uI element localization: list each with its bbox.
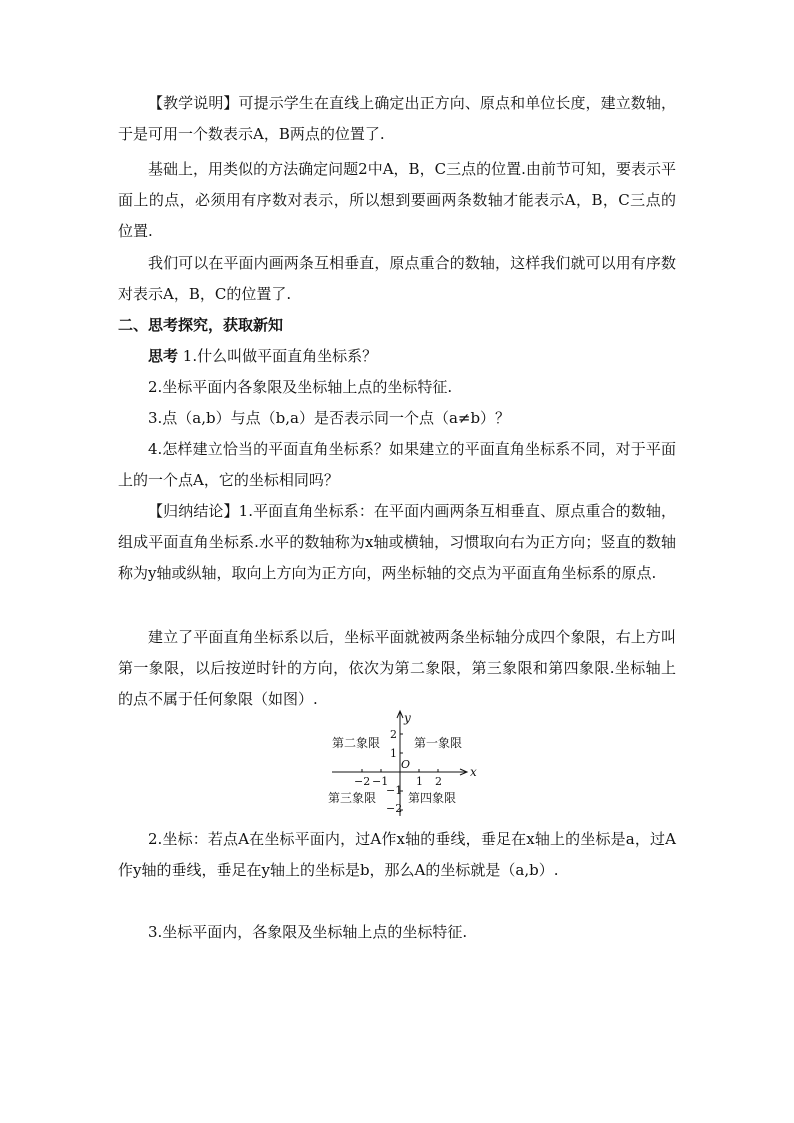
quadrant-4-label: 第四象限 [408, 791, 457, 805]
coordinate-definition-paragraph: 2.坐标：若点A在坐标平面内，过A作x轴的垂线，垂足在x轴上的坐标是a，过A作y轴的垂线，垂足在y轴上的坐标是b，那么A的坐标就是（a,b）. [118, 830, 676, 879]
question-1 [118, 341, 676, 372]
item-3-paragraph: 3.坐标平面内，各象限及坐标轴上点的坐标特征. [148, 923, 468, 941]
y-axis-label: y [404, 711, 411, 725]
question-1-text: 1.什么叫做平面直角坐标系？ [182, 347, 378, 365]
y-tick-label: 2 [390, 728, 397, 741]
question-2: 2.坐标平面内各象限及坐标轴上点的坐标特征. [148, 378, 453, 396]
quadrant-3-label: 第三象限 [328, 791, 377, 805]
question-4: 4.怎样建立恰当的平面直角坐标系？如果建立的平面直角坐标系不同，对于平面上的一个点A，它的坐标相同吗？ [118, 440, 676, 489]
conclusion-paragraph [118, 496, 676, 589]
origin-label: O [401, 758, 411, 771]
teaching-note-paragraph [118, 88, 676, 150]
teaching-note-tag: 【教学说明】 [148, 94, 239, 112]
x-tick-label: −2 [354, 775, 371, 788]
method-paragraph: 基础上，用类似的方法确定问题2中A，B，C三点的位置.由前节可知，要表示平面上的点，必须用有序数对表示，所以想到要画两条数轴才能表示A，B，C三点的位置. [118, 160, 676, 240]
conclusion-text: 1.平面直角坐标系：在平面内画两条互相垂直、原点重合的数轴，组成平面直角坐标系.水平的数轴称为x轴或横轴，习惯取向右为正方向；竖直的数轴称为y轴或纵轴，取向上方向为正方向，两坐标轴的交点为平面直角坐标系的原点. [118, 502, 676, 582]
y-tick-label: 1 [390, 747, 397, 760]
quadrant-2-label: 第二象限 [332, 736, 381, 750]
x-axis-label: x [470, 765, 477, 779]
x-tick-label: 1 [416, 775, 423, 788]
coordinate-plane-figure [320, 708, 480, 820]
teaching-note-text: 可提示学生在直线上确定出正方向、原点和单位长度，建立数轴，于是可用一个数表示A，B两点的位置了. [118, 94, 676, 143]
x-tick-label: 2 [435, 775, 442, 788]
y-tick-label: −1 [386, 784, 403, 797]
section-heading: 二、思考探究，获取新知 [118, 316, 284, 334]
think-label: 思考 [148, 347, 179, 365]
y-tick-label: −2 [386, 802, 403, 815]
coordinate-plane-svg [320, 708, 480, 820]
quadrants-paragraph: 建立了平面直角坐标系以后，坐标平面就被两条坐标轴分成四个象限，右上方叫第一象限，以后按逆时针的方向，依次为第二象限，第三象限和第四象限.坐标轴上的点不属于任何象限（如图）. [118, 628, 676, 708]
question-3: 3.点（a,b）与点（b,a）是否表示同一个点（a≠b）？ [148, 409, 511, 427]
ordered-pair-paragraph: 我们可以在平面内画两条互相垂直，原点重合的数轴，这样我们就可以用有序数对表示A，B，C的位置了. [118, 254, 676, 303]
conclusion-tag: 【归纳结论】 [148, 502, 239, 520]
x-tick-label: −1 [372, 775, 389, 788]
quadrant-1-label: 第一象限 [414, 736, 463, 750]
